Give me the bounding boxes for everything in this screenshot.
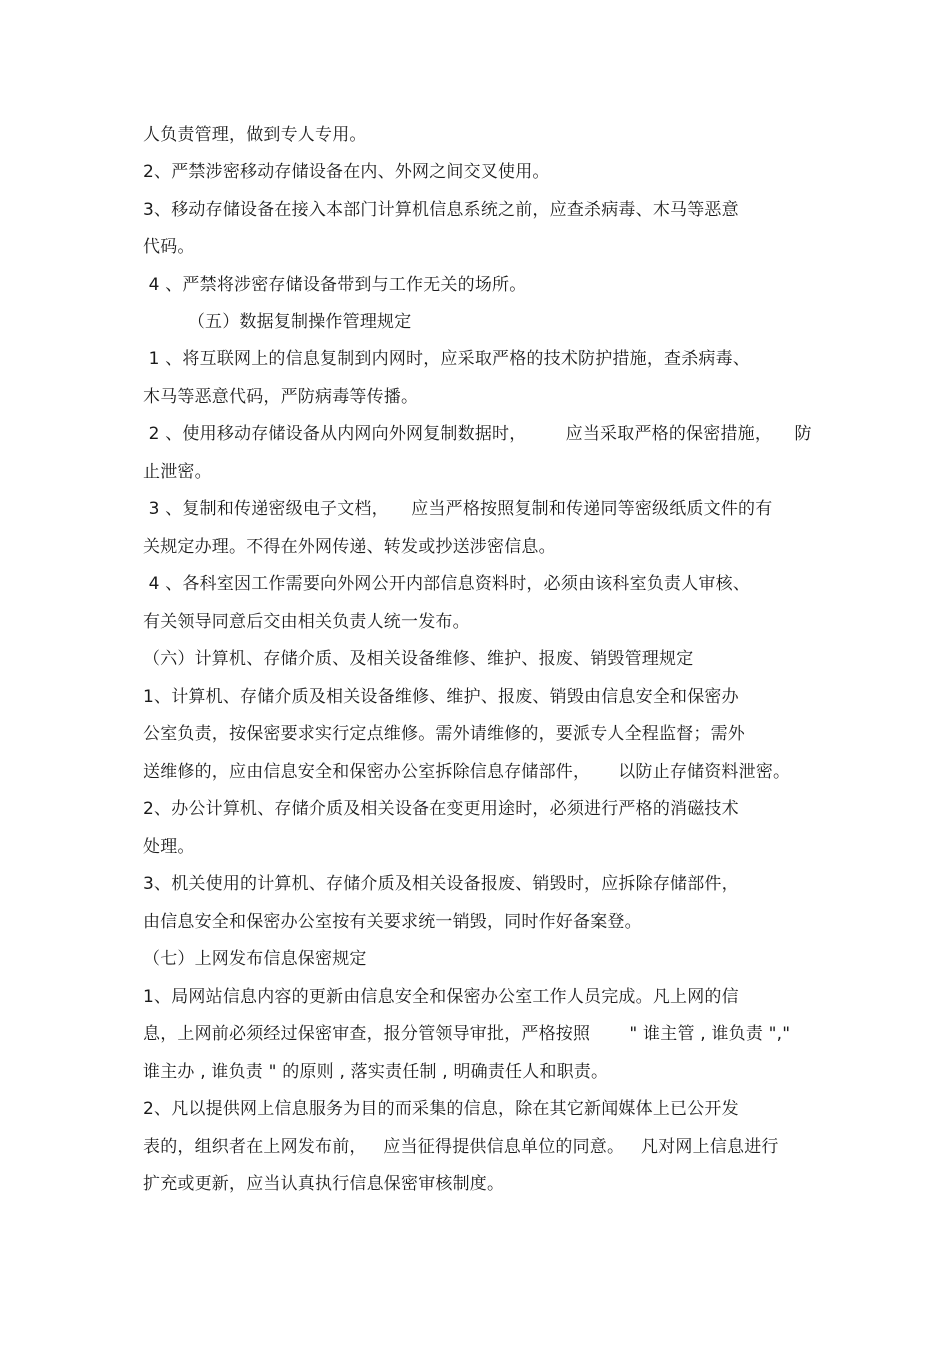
text-line: 关规定办理。不得在外网传递、转发或抄送涉密信息。 [143,537,556,557]
text-line: 4 、严禁将涉密存储设备带到与工作无关的场所。 [143,275,527,295]
text-line: 有关领导同意后交由相关负责人统一发布。 [143,612,470,632]
text-line: 2、办公计算机、存储介质及相关设备在变更用途时，必须进行严格的消磁技术 [143,799,739,819]
text-line: 2 、使用移动存储设备从内网向外网复制数据时， 应当采取严格的保密措施， 防 [143,424,812,444]
text-line: 息，上网前必须经过保密审查，报分管领导审批，严格按照 " 谁主管 , 谁负责 "," [143,1024,791,1044]
text-line: 2、凡以提供网上信息服务为目的而采集的信息，除在其它新闻媒体上已公开发 [143,1099,739,1119]
text-line: 1 、将互联网上的信息复制到内网时，应采取严格的技术防护措施，查杀病毒、 [143,349,751,369]
text-line: 木马等恶意代码，严防病毒等传播。 [143,387,419,407]
text-line: 送维修的，应由信息安全和保密办公室拆除信息存储部件， 以防止存储资料泄密。 [143,762,791,782]
text-line: 3 、复制和传递密级电子文档， 应当严格按照复制和传递同等密级纸质文件的有 [143,499,773,519]
text-line: 由信息安全和保密办公室按有关要求统一销毁，同时作好备案登。 [143,912,642,932]
text-line: 3、机关使用的计算机、存储介质及相关设备报废、销毁时，应拆除存储部件， [143,874,739,894]
text-line: 扩充或更新，应当认真执行信息保密审核制度。 [143,1174,505,1194]
text-line: 公室负责，按保密要求实行定点维修。需外请维修的，要派专人全程监督；需外 [143,724,745,744]
text-line: 代码。 [143,237,195,257]
text-line: 谁主办 , 谁负责 " 的原则 , 落实责任制 , 明确责任人和职责。 [143,1062,609,1082]
section-heading: （五）数据复制操作管理规定 [143,312,412,332]
section-heading: （七）上网发布信息保密规定 [143,949,367,969]
text-line: 1、局网站信息内容的更新由信息安全和保密办公室工作人员完成。凡上网的信 [143,987,739,1007]
text-line: 处理。 [143,837,195,857]
text-line: 止泄密。 [143,462,212,482]
text-line: 3、移动存储设备在接入本部门计算机信息系统之前，应查杀病毒、木马等恶意 [143,200,739,220]
text-line: 2、严禁涉密移动存储设备在内、外网之间交叉使用。 [143,162,550,182]
section-heading: （六）计算机、存储介质、及相关设备维修、维护、报废、销毁管理规定 [143,649,694,669]
text-line: 表的，组织者在上网发布前， 应当征得提供信息单位的同意。 凡对网上信息进行 [143,1137,779,1157]
text-line: 1、计算机、存储介质及相关设备维修、维护、报废、销毁由信息安全和保密办 [143,687,739,707]
text-line: 人负责管理，做到专人专用。 [143,125,367,145]
text-line: 4 、各科室因工作需要向外网公开内部信息资料时，必须由该科室负责人审核、 [143,574,751,594]
